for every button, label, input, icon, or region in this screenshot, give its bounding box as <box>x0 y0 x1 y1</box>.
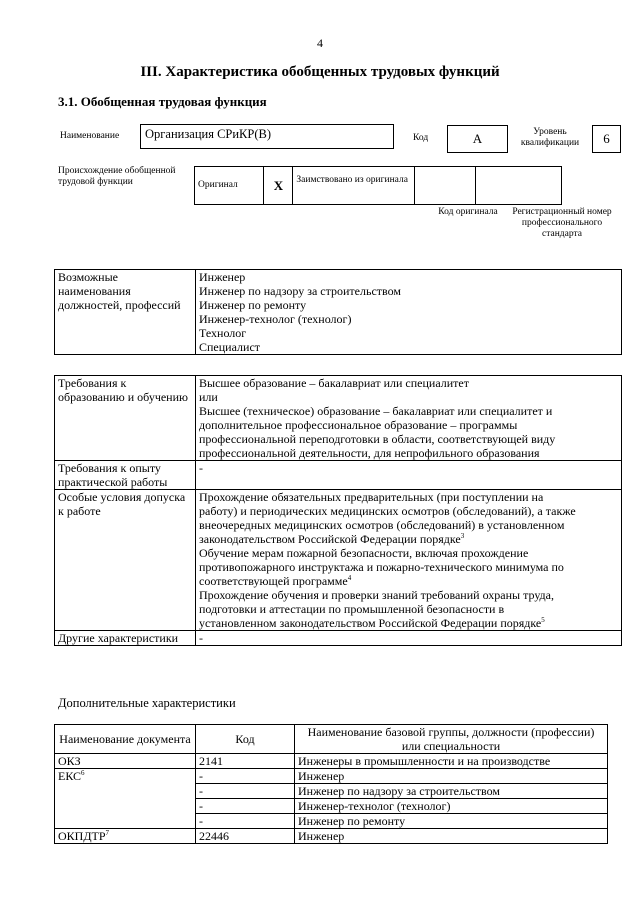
requirements-table <box>54 375 622 646</box>
experience-label: Требования к опыту практической работы <box>55 461 196 490</box>
education-line: дополнительное профессиональное образование – программы <box>199 418 518 432</box>
special-line: соответствующей программе$^4$ <box>199 574 352 588</box>
position-item: Инженер-технолог (технолог) <box>199 312 352 326</box>
eks-code: - <box>196 784 295 799</box>
okz-doc: ОКЗ <box>55 754 196 769</box>
other-value: - <box>196 631 622 646</box>
position-item: Специалист <box>199 340 261 354</box>
name-label: Наименование <box>60 131 120 141</box>
footnote-ref: 6 <box>81 769 85 777</box>
education-line: профессиональной переподготовки в области, соответствующей виду <box>199 432 556 446</box>
name-value: Организация СРиКР(В) <box>145 127 272 141</box>
col-code-header: Код <box>196 725 295 754</box>
reg-number-caption: Регистрационный номер профессионального стандарта <box>512 207 612 239</box>
special-label: Особые условия допуска к работе <box>55 490 196 631</box>
okz-code: 2141 <box>196 754 295 769</box>
okpdtr-name: Инженер <box>295 829 608 844</box>
education-line: или <box>199 390 218 404</box>
level-label: Уровень квалификации <box>520 127 580 148</box>
special-line: установленном законодательством Российской Федерации порядке$^5$ <box>199 616 545 630</box>
borrowed-label: Заимствовано из оригинала <box>293 167 415 205</box>
eks-name: Инженер-технолог (технолог) <box>295 799 608 814</box>
special-line: работу) и периодических медицинских осмотров (обследований), а также <box>199 504 576 518</box>
eks-code: - <box>196 814 295 829</box>
subsection-title: 3.1. Обобщенная трудовая функция <box>58 94 267 109</box>
positions-list <box>196 270 622 355</box>
original-label: Оригинал <box>195 167 264 205</box>
table-row <box>55 754 608 769</box>
level-value-box <box>592 125 621 153</box>
eks-name: Инженер по надзору за строительством <box>295 784 608 799</box>
position-item: Инженер по надзору за строительством <box>199 284 401 298</box>
additional-title: Дополнительные характеристики <box>58 696 236 710</box>
eks-code: - <box>196 799 295 814</box>
positions-label: Возможные наименования должностей, профессий <box>55 270 196 355</box>
position-item: Технолог <box>199 326 247 340</box>
positions-table <box>54 269 622 355</box>
eks-doc: ЕКС$^6$ <box>55 769 196 829</box>
footnote-ref: 7 <box>105 829 110 837</box>
code-value: А <box>472 131 483 146</box>
education-value <box>196 376 622 461</box>
footnote-ref: 4 <box>347 574 352 582</box>
other-label: Другие характеристики <box>55 631 196 646</box>
special-line: законодательством Российской Федерации порядке$^3$ <box>199 532 465 546</box>
table-row <box>55 769 608 784</box>
section-title: III. Характеристика обобщенных трудовых функций <box>140 64 500 80</box>
okpdtr-doc: ОКПДТР$^7$ <box>55 829 196 844</box>
additional-table <box>54 724 608 844</box>
okz-name: Инженеры в промышленности и на производстве <box>295 754 608 769</box>
special-line: подготовки и аттестации по промышленной безопасности в <box>199 602 505 616</box>
level-value: 6 <box>603 131 610 146</box>
special-line: Обучение мерам пожарной безопасности, включая прохождение <box>199 546 529 560</box>
position-item: Инженер по ремонту <box>199 298 307 312</box>
education-line: Высшее (техническое) образование – бакалавриат или специалитет и <box>199 404 553 418</box>
code-original-caption: Код оригинала <box>438 207 498 217</box>
origin-code-cell <box>415 167 476 205</box>
experience-value: - <box>196 461 622 490</box>
position-item: Инженер <box>199 270 246 284</box>
page-number: 4 <box>317 36 323 50</box>
table-row <box>55 829 608 844</box>
special-value <box>196 490 622 631</box>
origin-label: Происхождение обобщенной трудовой функции <box>58 166 176 187</box>
okpdtr-code: 22446 <box>196 829 295 844</box>
col-name-header: Наименование базовой группы, должности (профессии) или специальности <box>295 725 608 754</box>
footnote-ref: 5 <box>541 616 545 624</box>
education-label: Требования к образованию и обучению <box>55 376 196 461</box>
education-line: профессиональной деятельности, для непрофильного образования <box>199 446 540 460</box>
eks-name: Инженер <box>295 769 608 784</box>
special-line: Прохождение обучения и проверки знаний требований охраны труда, <box>199 588 554 602</box>
col-doc-header: Наименование документа <box>55 725 196 754</box>
special-line: противопожарного инструктажа и пожарно-технического минимума по <box>199 560 564 574</box>
eks-code: - <box>196 769 295 784</box>
code-value-box <box>447 125 508 153</box>
special-line: Прохождение обязательных предварительных (при поступлении на <box>199 490 544 504</box>
code-label: Код <box>413 133 429 143</box>
name-value-box <box>140 124 394 149</box>
eks-name: Инженер по ремонту <box>295 814 608 829</box>
origin-table <box>194 166 562 205</box>
footnote-ref: 3 <box>460 532 465 540</box>
origin-reg-cell <box>475 167 561 205</box>
original-mark: X <box>264 167 293 205</box>
special-line: внеочередных медицинских осмотров (обследований) в установленном <box>199 518 565 532</box>
education-line: Высшее образование – бакалавриат или специалитет <box>199 376 469 390</box>
